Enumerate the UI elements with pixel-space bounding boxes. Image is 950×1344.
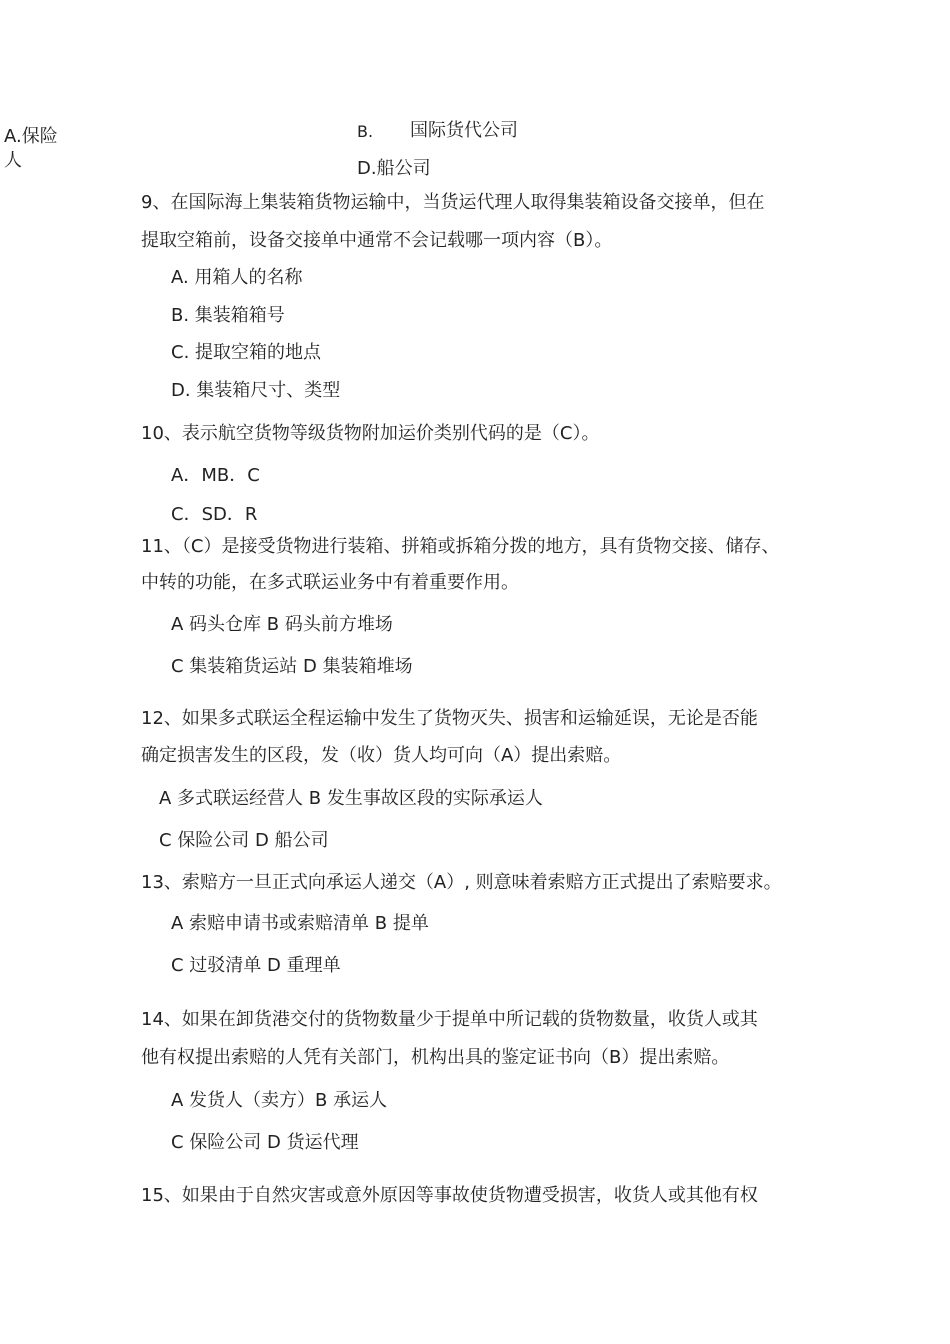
question-10-option-a: A．MB．C: [171, 465, 260, 486]
question-12-options-ab: A 多式联运经营人 B 发生事故区段的实际承运人: [159, 788, 543, 809]
question-15-line1: 15、如果由于自然灾害或意外原因等事故使货物遭受损害，收货人或其他有权: [141, 1185, 758, 1206]
question-9-option-d: D. 集装箱尺寸、类型: [171, 380, 341, 401]
question-9-option-b: B. 集装箱箱号: [171, 305, 285, 326]
option-b-text: 国际货代公司: [410, 120, 518, 141]
question-13-line1: 13、索赔方一旦正式向承运人递交（A）, 则意味着索赔方正式提出了索赔要求。: [141, 872, 782, 893]
question-14-options-cd: C 保险公司 D 货运代理: [171, 1132, 359, 1153]
question-10-line1: 10、表示航空货物等级货物附加运价类别代码的是（C）。: [141, 423, 600, 444]
question-11-line1: 11、（C）是接受货物进行装箱、拼箱或拆箱分拨的地方，具有货物交接、储存、: [141, 536, 780, 557]
question-11-line2: 中转的功能，在多式联运业务中有着重要作用。: [141, 572, 519, 593]
question-13-options-cd: C 过驳清单 D 重理单: [171, 955, 341, 976]
question-14-line2: 他有权提出索赔的人凭有关部门，机构出具的鉴定证书向（B）提出索赔。: [141, 1047, 730, 1068]
option-b-prefix: B.: [357, 122, 374, 141]
question-10-option-c: C．SD．R: [171, 504, 258, 525]
option-a-line2: 人: [4, 150, 22, 171]
question-11-options-ab: A 码头仓库 B 码头前方堆场: [171, 614, 393, 635]
question-13-options-ab: A 索赔申请书或索赔清单 B 提单: [171, 913, 429, 934]
question-12-line2: 确定损害发生的区段，发（收）货人均可向（A）提出索赔。: [141, 745, 622, 766]
option-a-line1: A.保险: [4, 126, 58, 147]
question-9-option-c: C. 提取空箱的地点: [171, 342, 322, 363]
question-14-options-ab: A 发货人（卖方）B 承运人: [171, 1090, 388, 1111]
question-9-line2: 提取空箱前，设备交接单中通常不会记载哪一项内容（B）。: [141, 230, 613, 251]
question-9-line1: 9、在国际海上集装箱货物运输中，当货运代理人取得集装箱设备交接单，但在: [141, 192, 765, 213]
option-d: D.船公司: [357, 158, 431, 179]
question-14-line1: 14、如果在卸货港交付的货物数量少于提单中所记载的货物数量，收货人或其: [141, 1009, 758, 1030]
question-11-options-cd: C 集装箱货运站 D 集装箱堆场: [171, 656, 413, 677]
question-12-options-cd: C 保险公司 D 船公司: [159, 830, 329, 851]
question-9-option-a: A. 用箱人的名称: [171, 267, 303, 288]
question-12-line1: 12、如果多式联运全程运输中发生了货物灭失、损害和运输延误，无论是否能: [141, 708, 758, 729]
